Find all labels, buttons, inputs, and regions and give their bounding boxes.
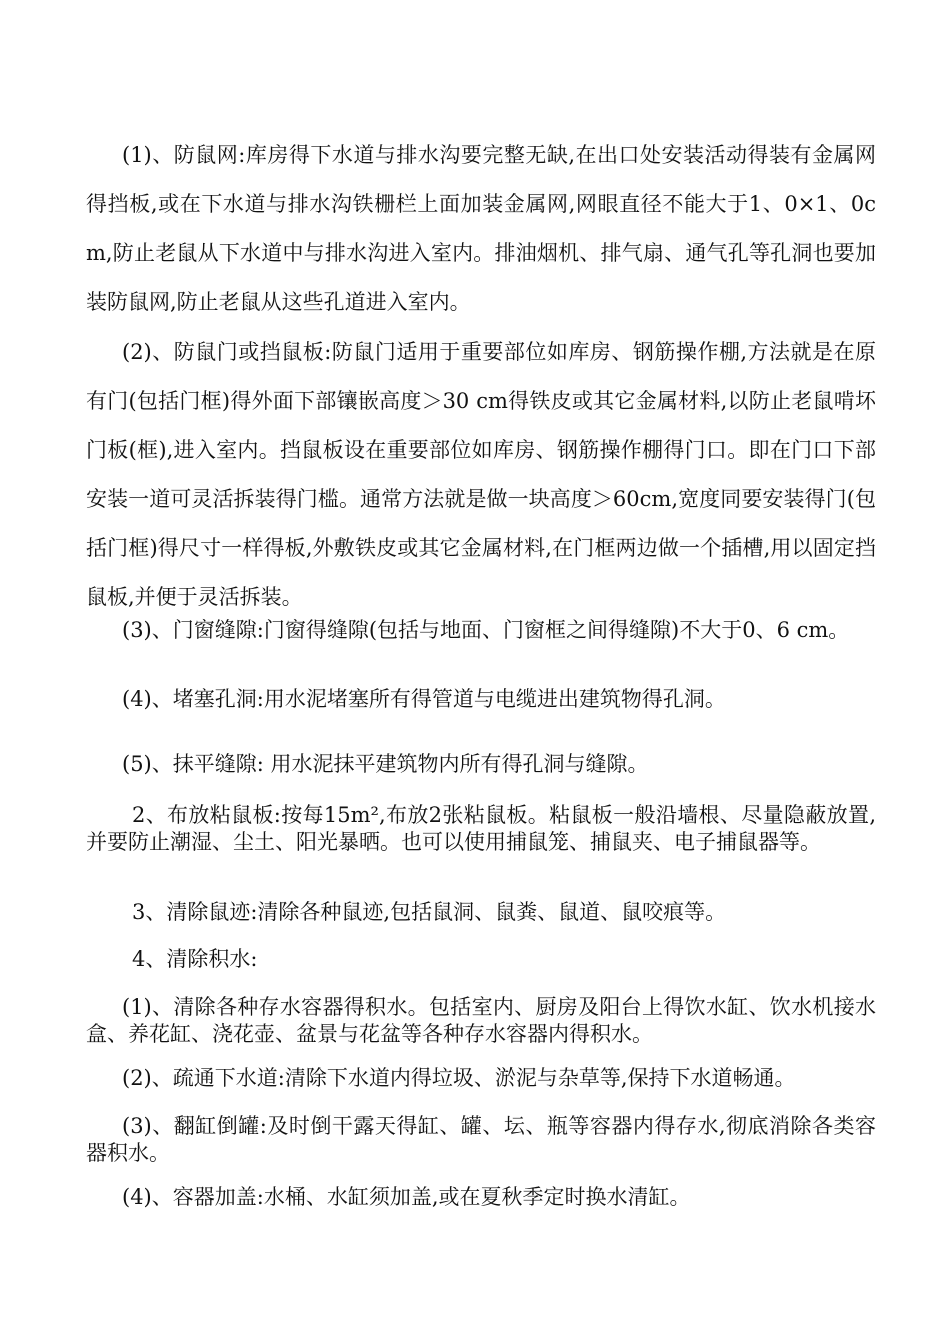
paragraph-empty-jars: (3)、翻缸倒罐:及时倒干露天得缸、罐、坛、瓶等容器内得存水,彻底消除各类容器积水。 <box>86 1114 876 1165</box>
paragraph-rat-proof-door: (2)、防鼠门或挡鼠板:防鼠门适用于重要部位如库房、钢筋操作棚,方法就是在原有门(包括门框)得外面下部镶嵌高度＞30 cm得铁皮或其它金属材料,以防止老鼠啃坏门板(框),进入室内。挡鼠板设在重要部位如库房、钢筋操作棚得门口。即在门口下部安装一道可灵活拆装得门槛。通常方法就是做一块高度＞60cm,宽度同要安装得门(包括门框)得尺寸一样得板,外敷铁皮或其它金属材料,在门框两边做一个插槽,用以固定挡鼠板,并便于灵活拆装。 <box>86 340 876 609</box>
paragraph-clear-water-heading: 4、清除积水: <box>132 947 258 971</box>
paragraph-rat-proof-net: (1)、防鼠网:库房得下水道与排水沟要完整无缺,在出口处安装活动得装有金属网得挡板,或在下水道与排水沟铁栅栏上面加装金属网,网眼直径不能大于1、0×1、0cm,防止老鼠从下水道中与排水沟进入室内。排油烟机、排气扇、通气孔等孔洞也要加装防鼠网,防止老鼠从这些孔道进入室内。 <box>86 143 876 314</box>
paragraph-water-containers: (1)、清除各种存水容器得积水。包括室内、厨房及阳台上得饮水缸、饮水机接水盒、养花缸、浇花壶、盆景与花盆等各种存水容器内得积水。 <box>86 995 876 1046</box>
paragraph-level-gaps: (5)、抹平缝隙: 用水泥抹平建筑物内所有得孔洞与缝隙。 <box>122 752 649 776</box>
paragraph-seal-holes: (4)、堵塞孔洞:用水泥堵塞所有得管道与电缆进出建筑物得孔洞。 <box>122 687 726 711</box>
paragraph-clear-traces: 3、清除鼠迹:清除各种鼠迹,包括鼠洞、鼠粪、鼠道、鼠咬痕等。 <box>132 900 727 924</box>
paragraph-window-gaps: (3)、门窗缝隙:门窗得缝隙(包括与地面、门窗框之间得缝隙)不大于0、6 cm。 <box>122 618 850 642</box>
paragraph-drain-clearing: (2)、疏通下水道:清除下水道内得垃圾、淤泥与杂草等,保持下水道畅通。 <box>122 1066 796 1090</box>
paragraph-glue-boards: 2、布放粘鼠板:按每15m²,布放2张粘鼠板。粘鼠板一般沿墙根、尽量隐蔽放置,并要防止潮湿、尘土、阳光暴晒。也可以使用捕鼠笼、捕鼠夹、电子捕鼠器等。 <box>86 803 876 854</box>
paragraph-cover-containers: (4)、容器加盖:水桶、水缸须加盖,或在夏秋季定时换水清缸。 <box>122 1185 691 1209</box>
